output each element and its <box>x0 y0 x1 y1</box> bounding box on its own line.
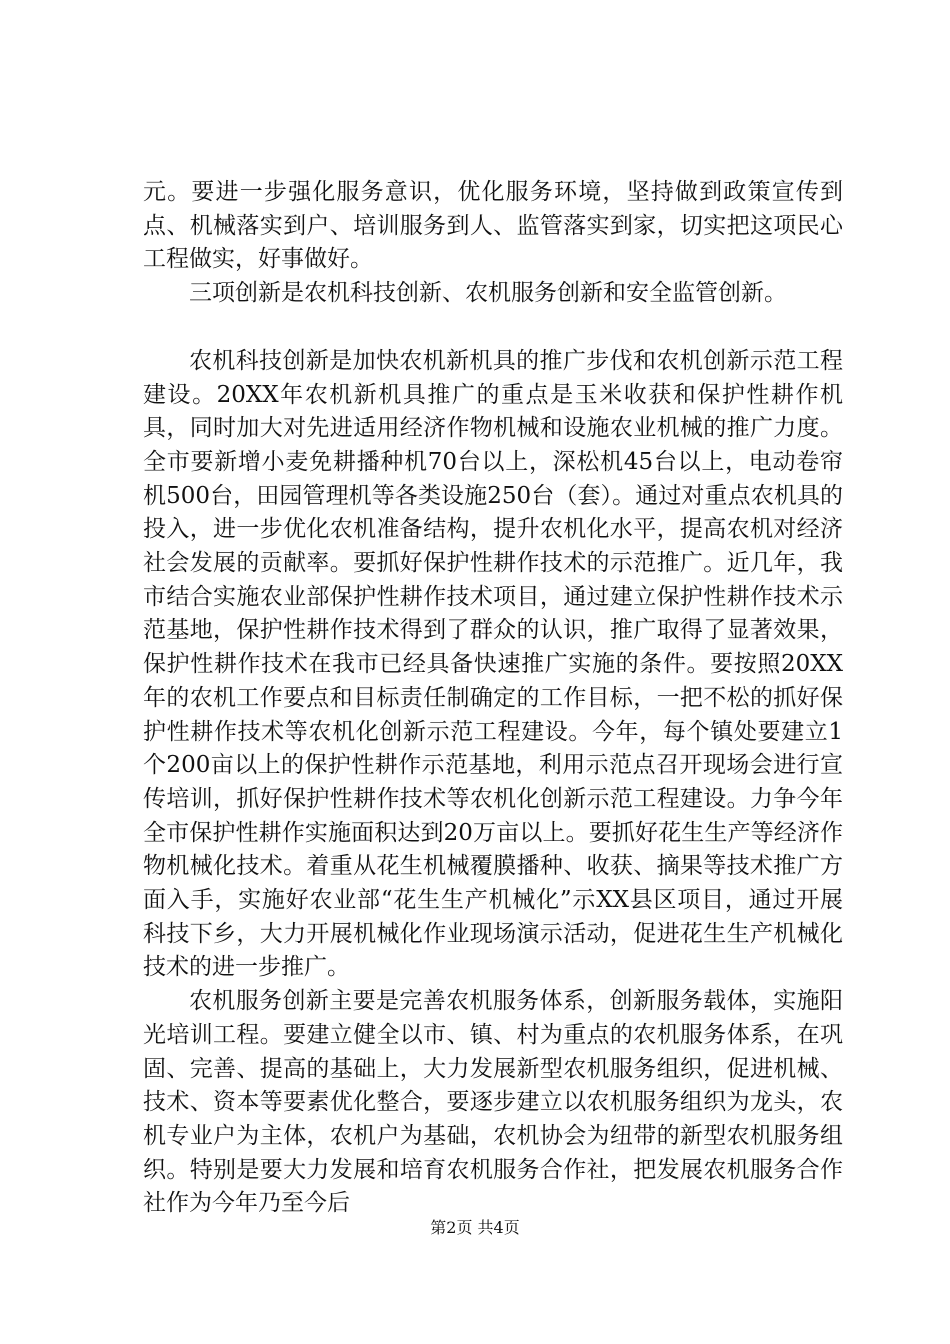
page-footer: 第2页 共4页 <box>430 1218 520 1237</box>
paragraph-three-innovations: 三项创新是农机科技创新、农机服务创新和安全监管创新。 <box>189 280 787 307</box>
paragraph-continuation: 元。要进一步强化服务意识，优化服务环境，坚持做到政策宣传到点、机械落实到户、培训服务到人、监管落实到家，切实把这项民心工程做实，好事做好。 <box>143 179 843 273</box>
document-body <box>143 176 843 1221</box>
paragraph-spacer <box>143 311 843 345</box>
paragraph-service-innovation: 农机服务创新主要是完善农机服务体系，创新服务载体，实施阳光培训工程。要建立健全以市、镇、村为重点的农机服务体系，在巩固、完善、提高的基础上，大力发展新型农机服务组织，促进机械、技术、资本等要素优化整合，要逐步建立以农机服务组织为龙头，农机专业户为主体，农机户为基础，农机协会为纽带的新型农机服务组织。特别是要大力发展和培育农机服务合作社，把发展农机服务合作社作为今年乃至今后 <box>143 988 843 1217</box>
paragraph-tech-innovation: 农机科技创新是加快农机新机具的推广步伐和农机创新示范工程建设。20XX年农机新机具推广的重点是玉米收获和保护性耕作机具，同时加大对先进适用经济作物机械和设施农业机械的推广力度。全市要新增小麦免耕播种机70台以上，深松机45台以上，电动卷帘机500台，田园管理机等各类设施250台（套）。通过对重点农机具的投入，进一步优化农机准备结构，提升农机化水平，提高农机对经济社会发展的贡献率。要抓好保护性耕作技术的示范推广。近几年，我市结合实施农业部保护性耕作技术项目，通过建立保护性耕作技术示范基地，保护性耕作技术得到了群众的认识，推广取得了显著效果，保护性耕作技术在我市已经具备快速推广实施的条件。要按照20XX年的农机工作要点和目标责任制确定的工作目标，一把不松的抓好保护性耕作技术等农机化创新示范工程建设。今年，每个镇处要建立1个200亩以上的保护性耕作示范基地，利用示范点召开现场会进行宣传培训，抓好保护性耕作技术等农机化创新示范工程建设。力争今年全市保护性耕作实施面积达到20万亩以上。要抓好花生生产等经济作物机械化技术。着重从花生机械覆膜播种、收获、摘果等技术推广方面入手，实施好农业部“花生生产机械化”示XX县区项目，通过开展科技下乡，大力开展机械化作业现场演示活动，促进花生生产机械化技术的进一步推广。 <box>143 347 843 981</box>
